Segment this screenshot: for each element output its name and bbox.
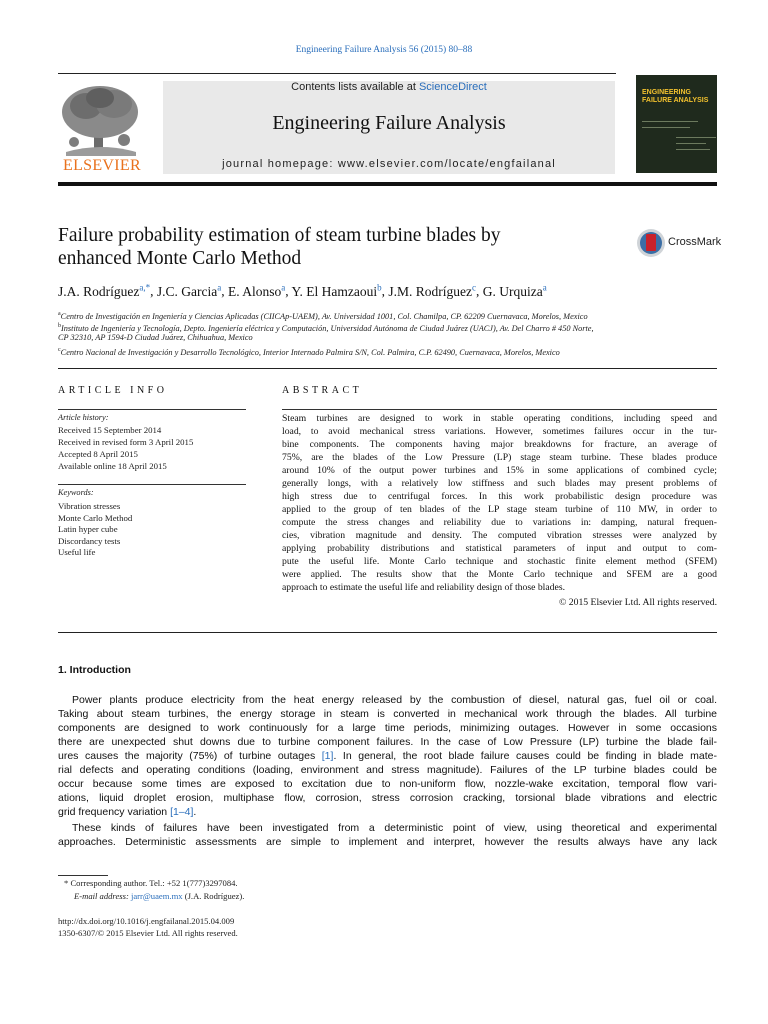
author-affiliation-marker[interactable]: c <box>471 282 476 292</box>
contents-line <box>163 81 615 93</box>
abstract-line: approach to estimate the useful life and reliability design of those blades. <box>282 582 566 593</box>
abstract-line: load, to avoid mechanical stress variations. However, sometimes failures occur in the tur- <box>282 426 717 437</box>
abstract-line: compute the stress changes and reliability due to variations in: damping, natural frequen- <box>282 517 717 528</box>
article-title-line: Failure probability estimation of steam turbine blades by <box>58 225 501 246</box>
keyword-item: Latin hyper cube <box>58 524 118 534</box>
affiliation-text: Centro de Investigación en Ingeniería y Ciencias Aplicadas (CIICAp-UAEM), Av. Universidad 1001, Col. Chamilpa, CP. 62209 Cuernavaca, Morelos, Mexico <box>60 311 588 321</box>
contents-prefix: Contents lists available at <box>291 81 419 93</box>
abstract-line: 75%, are the blades of the Low Pressure (LP) stage steam turbine. These blades produce <box>282 452 717 463</box>
author-list <box>58 282 718 300</box>
intro-line <box>58 806 717 819</box>
journal-reference-link[interactable]: Engineering Failure Analysis 56 (2015) 80–88 <box>295 45 473 55</box>
abstract-line: were applied. The results show that the Monte Carlo technique and SFEM are a good <box>282 569 717 580</box>
abstract-line: high stress due to centrifugal forces. In this work probabilistic design procedure was <box>282 491 717 502</box>
email-label: E-mail address: <box>74 891 131 901</box>
email-note <box>74 891 244 901</box>
article-title-line: enhanced Monte Carlo Method <box>58 248 302 269</box>
intro-line <box>58 750 717 763</box>
affiliation-text: Centro Nacional de Investigación y Desarrollo Tecnológico, Interior Internado Palmira S/N, Col. Palmira, C.P. 62490, Cuernavaca, Morelos, Mexico <box>60 347 560 357</box>
journal-title: Engineering Failure Analysis <box>272 112 506 134</box>
homepage-url-link[interactable]: www.elsevier.com/locate/engfailanal <box>337 158 556 170</box>
cover-decoration <box>676 143 706 144</box>
intro-line: ations, liquid droplet erosion, multiphase flow, corrosion, stress corrosion cracking, torsional blade vibrations and electric <box>58 792 717 804</box>
journal-homepage-line <box>163 158 615 170</box>
author[interactable] <box>483 284 547 299</box>
citation-link[interactable]: [1–4] <box>170 806 194 818</box>
section-rule <box>58 632 717 633</box>
article-title <box>58 224 618 270</box>
history-accepted: Accepted 8 April 2015 <box>58 449 138 459</box>
article-info-rule <box>58 409 246 410</box>
author-separator: , <box>285 283 292 299</box>
author-name: J.C. Garcia <box>156 283 218 299</box>
affiliation-marker: c <box>58 347 61 353</box>
abstract-line: cies, vibration magnitude and density. The computed vibration stresses were analyzed by <box>282 530 717 541</box>
crossmark-label[interactable]: CrossMark <box>668 236 722 248</box>
author-affiliation-marker[interactable]: a <box>542 282 547 292</box>
affiliation-b-cont <box>58 332 718 344</box>
author[interactable] <box>292 284 382 299</box>
author-separator: , <box>150 283 157 299</box>
footnote-rule <box>58 875 108 876</box>
intro-line: occur because some times are exposed to excitation due to non-uniform flow, nozzle-wake excitation, temporal flow vari- <box>58 778 717 790</box>
keyword-item: Monte Carlo Method <box>58 513 133 523</box>
article-history-label: Article history: <box>58 413 109 422</box>
abstract-rule <box>282 409 717 410</box>
corresponding-author-note <box>64 878 238 888</box>
cover-decoration <box>642 127 690 128</box>
abstract-line: Steam turbines are designed to work in stable operating conditions, including speed and <box>282 413 717 424</box>
citation-link[interactable]: [1] <box>321 750 334 762</box>
author-separator: , <box>475 283 483 299</box>
author-name: J.M. Rodríguez <box>388 283 472 299</box>
intro-line: components are designed to work continuously for a large time periods, minimizing outages. However in some occasions <box>58 722 717 734</box>
history-revised: Received in revised form 3 April 2015 <box>58 437 194 447</box>
author-name: J.A. Rodríguez <box>58 283 140 299</box>
intro-line: rial defects and operating conditions (loading, environment and stress magnitude). Failures of the LP turbine blades could be <box>58 764 717 776</box>
intro-text: grid frequency variation <box>58 806 171 818</box>
author-name: E. Alonso <box>227 283 282 299</box>
intro-line: Taking about steam turbines, the energy storage in steam is converted in mechanical work through the blades. All turbine <box>58 708 717 720</box>
affiliation-text: CP 32310, AP 1594-D Ciudad Juárez, Chihuahua, Mexico <box>58 333 253 342</box>
cover-decoration <box>676 137 716 138</box>
cover-decoration <box>642 121 698 122</box>
affiliation-marker: a <box>58 311 61 317</box>
author[interactable] <box>157 284 221 299</box>
affiliation-marker: b <box>58 323 61 329</box>
author-name: G. Urquiza <box>482 283 543 299</box>
author-separator: , <box>221 283 228 299</box>
affiliation-c <box>58 344 718 359</box>
header-thick-rule <box>58 182 717 186</box>
article-info-heading: ARTICLE INFO <box>58 385 168 396</box>
author-separator: , <box>381 283 389 299</box>
intro-line: Power plants produce electricity from the heat energy released by the combustion of diesel, natural gas, fuel oil or coal. <box>72 694 717 706</box>
intro-line: These kinds of failures have been investigated from a deterministic point of view, using theoretical and experimental <box>72 822 717 834</box>
abstract-line: applied to the group of ten blades of the LP stage steam turbine of 110 MW, in order to <box>282 504 717 515</box>
email-tail: (J.A. Rodríguez). <box>182 891 245 901</box>
author[interactable] <box>388 284 476 299</box>
introduction-heading: 1. Introduction <box>58 664 131 676</box>
intro-text: . <box>193 806 197 818</box>
abstract-line: pute the useful life. Monte Carlo technique and stochastic finite element method (SFEM) <box>282 556 717 567</box>
abstract-line: around 10% of the output power turbines and 15% in some applications of combined cycle; <box>282 465 717 476</box>
homepage-prefix: journal homepage: <box>222 158 338 170</box>
cover-title: ENGINEERING FAILURE ANALYSIS <box>642 89 709 104</box>
corresponding-text: Corresponding author. Tel.: +52 1(777)3297084. <box>70 878 238 888</box>
keyword-item: Discordancy tests <box>58 536 121 546</box>
abstract-heading: ABSTRACT <box>282 385 363 396</box>
author-affiliation-marker[interactable]: b <box>377 282 382 292</box>
author-affiliation-marker[interactable]: a <box>217 282 222 292</box>
issn-line: 1350-6307/© 2015 Elsevier Ltd. All rights reserved. <box>58 928 238 938</box>
author-affiliation-marker[interactable]: a,* <box>139 282 151 292</box>
journal-cover-thumbnail[interactable] <box>636 75 717 173</box>
email-link[interactable]: jarr@uaem.mx <box>130 891 183 901</box>
abstract-line: applying probability distributions and statistical parameters of input and output to com- <box>282 543 717 554</box>
author-name: Y. El Hamzaoui <box>291 283 378 299</box>
author-affiliation-marker[interactable]: a <box>281 282 286 292</box>
doi-link[interactable]: http://dx.doi.org/10.1016/j.engfailanal.2015.04.009 <box>58 916 235 926</box>
intro-line: approaches. Deterministic assessments are simple to implement and interpret, however the results always have any lack <box>58 836 717 848</box>
abstract-copyright: © 2015 Elsevier Ltd. All rights reserved. <box>558 597 717 608</box>
sciencedirect-link[interactable]: ScienceDirect <box>418 81 487 93</box>
intro-text: ures causes the majority (75%) of turbine outages <box>58 750 322 762</box>
keyword-item: Useful life <box>58 547 96 557</box>
section-rule <box>58 368 717 369</box>
intro-text: . In general, the root blade failure causes could be finding in blade mate- <box>333 750 718 762</box>
cover-decoration <box>676 149 710 150</box>
author[interactable] <box>58 284 150 299</box>
asterisk-marker: * <box>64 878 71 888</box>
keywords-rule <box>58 484 246 485</box>
keywords-label: Keywords: <box>58 488 94 497</box>
intro-line: there are unexpected shut downs due to turbine component failures. In the case of Low Pressure (LP) turbine the blade fail- <box>58 736 717 748</box>
author[interactable] <box>228 284 285 299</box>
keyword-item: Vibration stresses <box>58 501 121 511</box>
abstract-line: generally longs, with a relatively low stiffness and such blades may present problems of <box>282 478 717 489</box>
elsevier-wordmark: ELSEVIER <box>63 157 141 174</box>
history-received: Received 15 September 2014 <box>58 425 162 435</box>
history-online: Available online 18 April 2015 <box>58 461 167 471</box>
affiliation-text: Instituto de Ingeniería y Tecnología, Depto. Ingeniería eléctrica y Computación, Universidad Autónoma de Ciudad Juárez (UACJ), Av. Del Charro # 450 Norte, <box>61 323 594 333</box>
header-top-rule <box>58 73 616 74</box>
abstract-line: bine components. The components having major breakdowns for fracture, an average of <box>282 439 717 450</box>
